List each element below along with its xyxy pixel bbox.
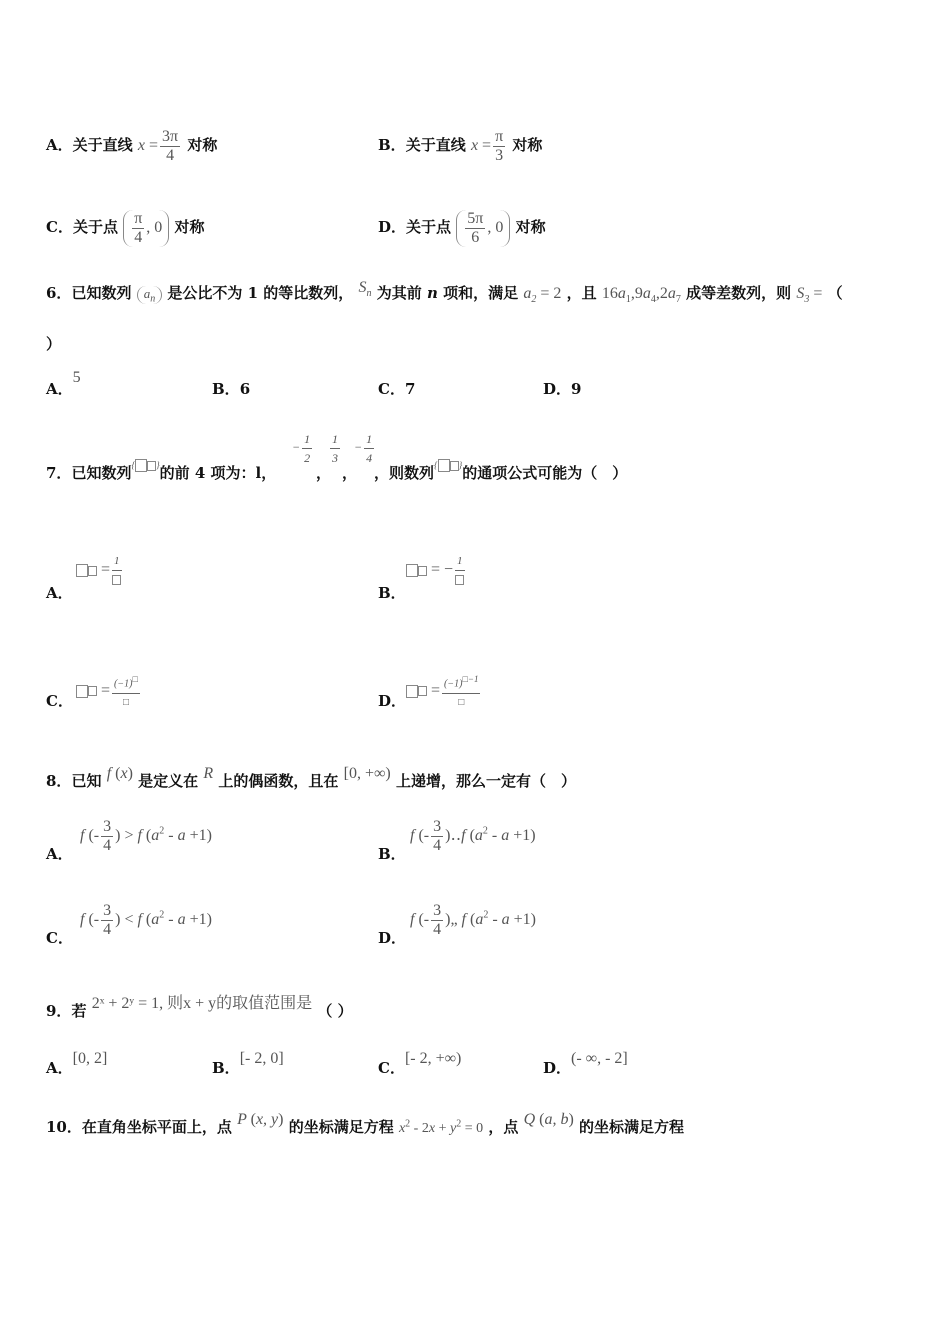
q8-option-b: B． (378, 845, 406, 863)
q7-sep-2: ， (342, 464, 358, 482)
question-9-stem: 9．若 2ˣ + 2ʸ = 1, 则x + y的取值范围是 （ ） (46, 995, 353, 1020)
question-7-stem-tail: ，则数列{ }的通项公式可能为（ ） (374, 460, 628, 482)
q9-option-d: D．(- ∞, - 2] (543, 1050, 628, 1077)
q5-option-d: D．关于点 $\frac{5\pi}{6}$ , 0 对称 (378, 210, 546, 246)
q5-option-a: A．关于直线 x = $\frac{3\pi}{4}$ 对称 (46, 128, 218, 164)
question-7-stem: 7．已知数列{ }的前 4 项为：l， (46, 460, 277, 482)
q5-option-c: C．关于点 $\frac{\pi}{4}$ , 0 对称 (46, 210, 205, 246)
q9-condition: 2ˣ + 2ʸ = 1, 则x + y的取值范围是 (91, 995, 313, 1012)
q8-option-c: C． (46, 929, 73, 947)
q7-sep-1: ， (316, 464, 332, 482)
q8-option-d-formula: f (- $\frac{3}{4}$ )„ f $(a^2 - a +1)$ (410, 902, 537, 938)
q7-option-b-formula: = − 1 (406, 552, 467, 589)
q6-option-d: D．9 (543, 380, 582, 398)
q8-option-c-formula: f (- $\frac{3}{4}$ ) < f $(a^2 - a +1)$ (80, 902, 212, 938)
q5-option-b: B．关于直线 x = $\frac{\pi}{3}$ 对称 (378, 128, 543, 164)
q7-term-2: − $\frac{1}{2}$ (292, 432, 311, 465)
q6-option-c: C．7 (378, 380, 416, 398)
q8-option-a: A． (46, 845, 73, 863)
q6-option-b: B．6 (212, 380, 251, 398)
q7-option-d: D． (378, 692, 407, 710)
q7-term-3: $\frac{1}{3}$ (332, 432, 338, 465)
q7-option-d-formula: = $\frac{(-1)^{□-1}}{□}$ (406, 670, 482, 712)
q9-option-c: C．[- 2, +∞) (378, 1050, 462, 1077)
q8-option-b-formula: f (- $\frac{3}{4}$ )‥f $(a^2 - a +1)$ (410, 818, 536, 854)
question-6-stem: 6．已知数列 $a_n$ 是公比不为 1 的等比数列， $S_n$ 为其前 n 项和，满足 $a_2 = 2$ ，且 $16a_1,9a_4,2a_7$ 成等差数列，则 $S_3$ = （ (46, 279, 843, 306)
question-10-stem: 10．在直角坐标平面上，点 P (x, y) 的坐标满足方程 $x^2 - 2x + y^2 = 0$ ，点 Q (a, b) 的坐标满足方程 (46, 1111, 685, 1136)
q8-option-a-formula: f (- $\frac{3}{4}$ ) > f $(a^2 - a +1)$ (80, 818, 212, 854)
question-6-close: ） (46, 335, 62, 353)
q7-option-a: A． (46, 584, 73, 602)
q6-option-a: A．5 (46, 369, 81, 398)
q7-option-a-formula: = 1 (76, 552, 124, 589)
question-8-stem: 8．已知 f (x) 是定义在 R 上的偶函数，且在 [0, +∞) 上递增，那么一定有（ ） (46, 765, 576, 790)
q7-option-c-formula: = $\frac{(-1)^□}{□}$ (76, 670, 142, 712)
q7-option-b: B． (378, 584, 406, 602)
q9-option-b: B．[- 2, 0] (212, 1050, 284, 1077)
q7-option-c: C． (46, 692, 73, 710)
q9-option-a: A．[0, 2] (46, 1050, 108, 1077)
q7-term-4: − $\frac{1}{4}$ (354, 432, 373, 465)
q8-option-d: D． (378, 929, 407, 947)
